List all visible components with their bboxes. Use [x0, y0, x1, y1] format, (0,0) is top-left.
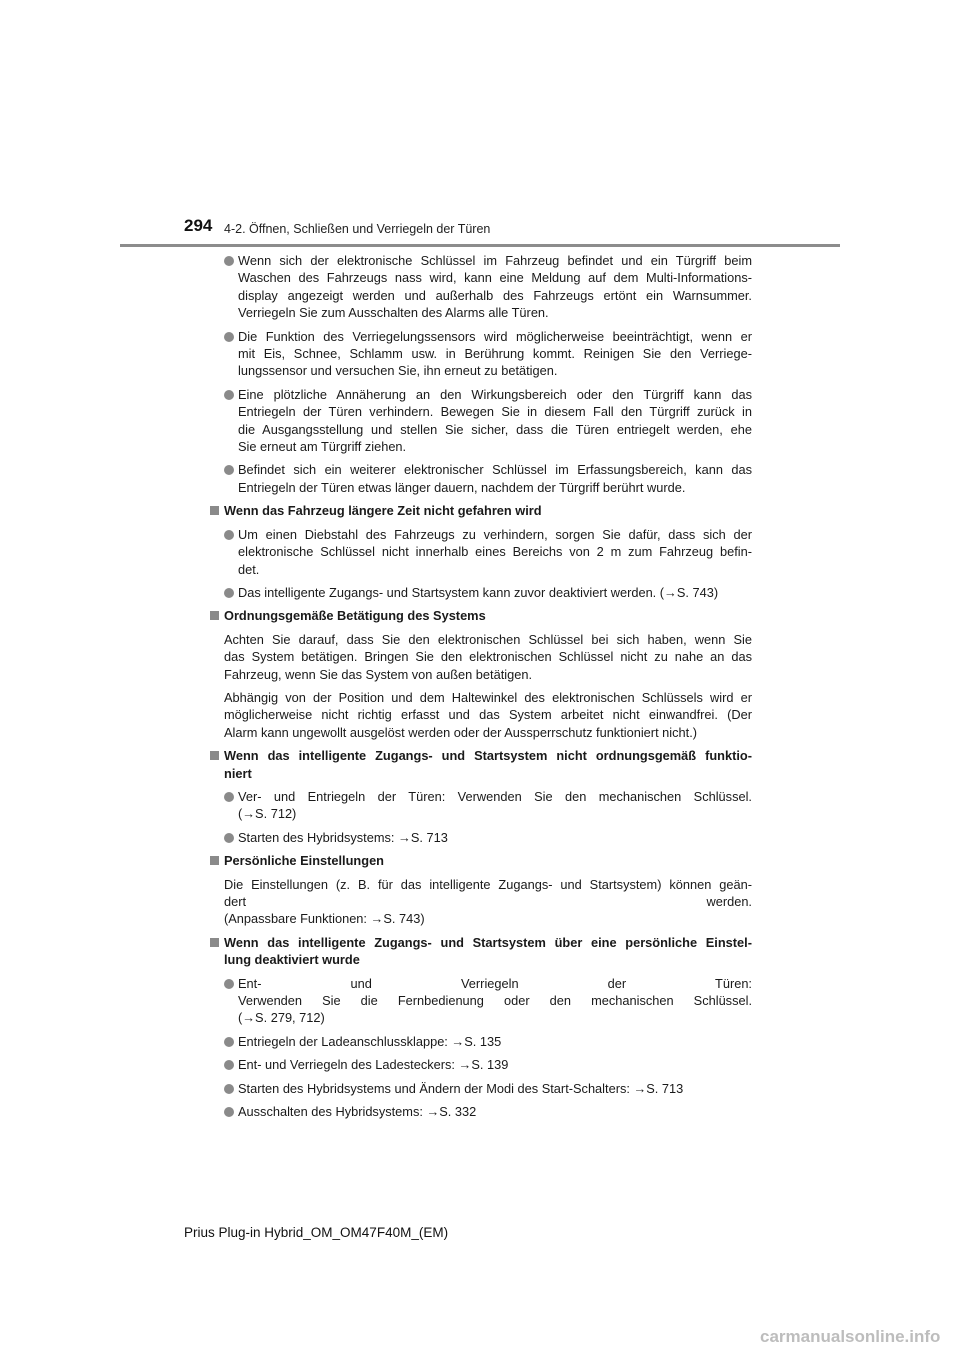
- page-content: [210, 252, 752, 1126]
- paragraph: [210, 631, 752, 683]
- paragraph: [210, 689, 752, 741]
- bullet-dot-icon: [224, 833, 234, 843]
- bullet-item: [210, 1080, 752, 1097]
- section-heading: [210, 747, 752, 782]
- bullet-item: [210, 829, 752, 846]
- text-line: Waschen des Fahrzeugs nass wird, kann eine Meldung auf dem Multi-Informations-: [238, 270, 752, 286]
- page-header: [0, 0, 960, 250]
- text-line: möglicherweise nicht richtig erfasst und das System arbeitet nicht einwandfrei. (Der: [224, 707, 752, 723]
- text-line: Starten des Hybridsystems und Ändern der Modi des Start-Schalters: →S. 713: [238, 1080, 684, 1096]
- text-line: Achten Sie darauf, dass Sie den elektronischen Schlüssel bei sich haben, wenn Sie: [224, 631, 752, 647]
- bullet-item: [210, 461, 752, 496]
- text-line: das System betätigen. Bringen Sie den elektronischen Schlüssel nicht zu nahe an das: [224, 649, 752, 665]
- text-line: Ent- und Verriegeln der Türen:: [238, 975, 752, 991]
- section-heading: [210, 934, 752, 969]
- bullet-dot-icon: [224, 1084, 234, 1094]
- bullet-dot-icon: [224, 1107, 234, 1117]
- text-line: Persönliche Einstellungen: [224, 853, 384, 869]
- text-line: Wenn sich der elektronische Schlüssel im Fahrzeug befindet und ein Türgriff beim: [238, 253, 752, 268]
- text-line: lung deaktiviert wurde: [224, 952, 360, 968]
- text-line: Die Einstellungen (z. B. für das intelligente Zugangs- und Startsystem) können geän-: [224, 876, 752, 892]
- header-divider: [120, 244, 840, 247]
- text-line: Ent- und Verriegeln des Ladesteckers: →S. 139: [238, 1057, 509, 1073]
- bullet-dot-icon: [224, 1037, 234, 1047]
- text-line: display angezeigt werden und außerhalb des Fahrzeugs ertönt ein Warnsummer.: [238, 287, 752, 303]
- bullet-dot-icon: [224, 979, 234, 989]
- bullet-item: [210, 328, 752, 380]
- text-line: Wenn das Fahrzeug längere Zeit nicht gefahren wird: [224, 503, 542, 519]
- text-line: Wenn das intelligente Zugangs- und Startsystem über eine persönliche Einstel-: [224, 934, 752, 950]
- text-line: Verriegeln Sie zum Ausschalten des Alarms alle Türen.: [238, 305, 549, 321]
- section-heading: [210, 502, 752, 519]
- section-title: 4-2. Öffnen, Schließen und Verriegeln der Türen: [224, 222, 491, 236]
- page-number: 294: [184, 216, 213, 235]
- text-line: (Anpassbare Funktionen: →S. 743): [224, 911, 425, 927]
- bullet-dot-icon: [224, 530, 234, 540]
- text-line: Verwenden Sie die Fernbedienung oder den mechanischen Schlüssel.: [238, 993, 752, 1009]
- bullet-item: [210, 1103, 752, 1120]
- square-marker-icon: [210, 506, 219, 515]
- text-line: Starten des Hybridsystems: →S. 713: [238, 829, 448, 845]
- bullet-item: [210, 975, 752, 1027]
- watermark-text: carmanualsonline.info: [760, 1327, 941, 1346]
- text-line: Eine plötzliche Annäherung an den Wirkungsbereich oder den Türgriff kann das: [238, 386, 752, 402]
- text-line: dert werden.: [224, 894, 752, 909]
- text-line: Alarm kann ungewollt ausgelöst werden oder der Aussperrschutz funktioniert nicht.): [224, 724, 698, 740]
- text-line: Ausschalten des Hybridsystems: →S. 332: [238, 1104, 477, 1120]
- square-marker-icon: [210, 751, 219, 760]
- text-line: Entriegeln der Türen verhindern. Bewegen Sie in diesem Fall den Türgriff zurück in: [238, 404, 752, 420]
- bullet-dot-icon: [224, 256, 234, 266]
- text-line: Entriegeln der Ladeanschlussklappe: →S. 135: [238, 1033, 502, 1049]
- bullet-dot-icon: [224, 588, 234, 598]
- text-line: (→S. 279, 712): [238, 1010, 325, 1026]
- text-line: (→S. 712): [238, 806, 297, 822]
- bullet-item: [210, 252, 752, 322]
- text-line: Entriegeln der Türen etwas länger dauern, nachdem der Türgriff berührt wurde.: [238, 479, 686, 495]
- text-line: Ver- und Entriegeln der Türen: Verwenden Sie den mechanischen Schlüssel.: [238, 788, 752, 804]
- text-line: lungssensor und versuchen Sie, ihn erneut zu betätigen.: [238, 363, 558, 379]
- text-line: Die Funktion des Verriegelungssensors wird möglicherweise beeinträchtigt, wenn er: [238, 328, 752, 344]
- bullet-item: [210, 788, 752, 823]
- text-line: det.: [238, 561, 260, 577]
- text-line: die Ausgangsstellung und stellen Sie sicher, dass die Türen entriegelt werden, ehe: [238, 421, 752, 437]
- text-line: Befindet sich ein weiterer elektronischer Schlüssel im Erfassungsbereich, kann das: [238, 462, 752, 478]
- text-line: mit Eis, Schnee, Schlamm usw. in Berührung kommt. Reinigen Sie den Verriege-: [238, 346, 752, 362]
- watermark-logo: [760, 1322, 950, 1352]
- bullet-dot-icon: [224, 390, 234, 400]
- bullet-dot-icon: [224, 332, 234, 342]
- paragraph: [210, 876, 752, 928]
- text-line: Abhängig von der Position und dem Haltewinkel des elektronischen Schlüssels wird er: [224, 689, 752, 705]
- text-line: Ordnungsgemäße Betätigung des Systems: [224, 608, 486, 624]
- bullet-dot-icon: [224, 1060, 234, 1070]
- text-line: Fahrzeug, wenn Sie das System von außen betätigen.: [224, 666, 533, 682]
- bullet-item: [210, 584, 752, 601]
- text-line: Das intelligente Zugangs- und Startsystem kann zuvor deaktiviert werden. (→S. 743): [238, 584, 719, 600]
- bullet-dot-icon: [224, 465, 234, 475]
- text-line: elektronische Schlüssel nicht innerhalb eines Bereichs von 2 m zum Fahrzeug befin-: [238, 544, 752, 560]
- square-marker-icon: [210, 611, 219, 620]
- text-line: Wenn das intelligente Zugangs- und Startsystem nicht ordnungsgemäß funktio-: [224, 748, 752, 764]
- text-line: Sie erneut am Türgriff ziehen.: [238, 439, 407, 455]
- section-heading: [210, 607, 752, 624]
- bullet-item: [210, 1056, 752, 1073]
- bullet-item: [210, 526, 752, 578]
- text-line: niert: [224, 765, 252, 781]
- square-marker-icon: [210, 938, 219, 947]
- footer-document-id: Prius Plug-in Hybrid_OM_OM47F40M_(EM): [184, 1225, 449, 1240]
- section-heading: [210, 852, 752, 869]
- square-marker-icon: [210, 856, 219, 865]
- bullet-item: [210, 386, 752, 456]
- bullet-item: [210, 1033, 752, 1050]
- bullet-dot-icon: [224, 792, 234, 802]
- text-line: Um einen Diebstahl des Fahrzeugs zu verhindern, sorgen Sie dafür, dass sich der: [238, 526, 752, 542]
